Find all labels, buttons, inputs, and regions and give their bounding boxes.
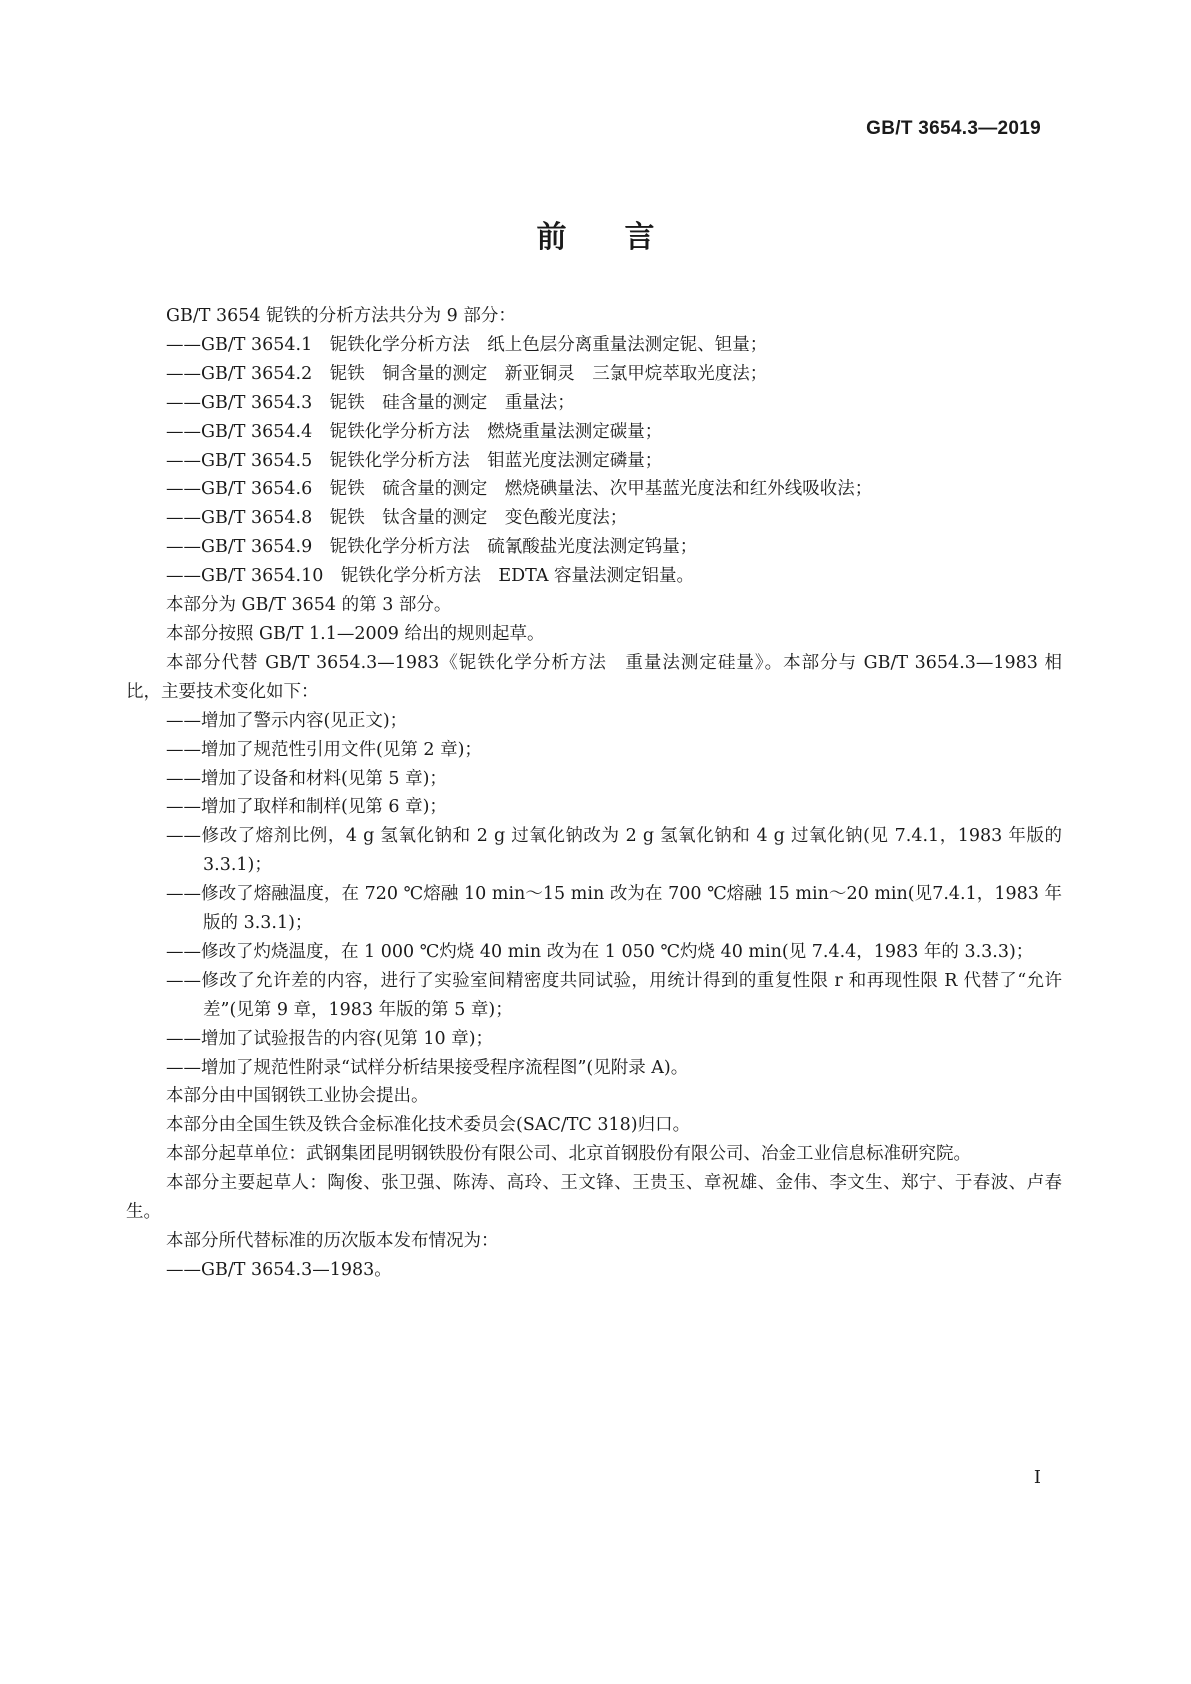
foreword-body (126, 302, 1062, 1285)
list-item: ——GB/T 3654.8 铌铁 钛含量的测定 变色酸光度法； (166, 508, 628, 529)
changes-list (126, 707, 1062, 1083)
list-item: ——GB/T 3654.6 铌铁 硫含量的测定 燃烧碘量法、次甲基蓝光度法和红外线吸收法； (166, 479, 873, 500)
list-item: ——增加了设备和材料(见第 5 章)； (166, 768, 447, 789)
history-intro-paragraph: 本部分所代替标准的历次版本发布情况为： (166, 1231, 499, 1251)
drafting-units-paragraph: 本部分起草单位：武钢集团昆明钢铁股份有限公司、北京首钢股份有限公司、冶金工业信息标准研究院。 (166, 1144, 971, 1165)
page-title: 前言 (536, 220, 713, 255)
proposed-by-paragraph: 本部分由中国钢铁工业协会提出。 (166, 1086, 429, 1107)
list-item: ——修改了灼烧温度，在 1 000 ℃灼烧 40 min 改为在 1 050 ℃灼烧 40 min(见 7.4.4，1983 年的 3.3.3)； (166, 941, 1034, 962)
intro-paragraph: GB/T 3654 铌铁的分析方法共分为 9 部分： (166, 306, 516, 326)
list-item: ——增加了取样和制样(见第 6 章)； (166, 797, 447, 818)
list-item: ——修改了允许差的内容，进行了实验室间精密度共同试验，用统计得到的重复性限 r 和再现性限 R 代替了“允许差”(见第 9 章，1983 年版的第 5 章)； (166, 970, 1062, 1020)
list-item: ——增加了试验报告的内容(见第 10 章)； (166, 1028, 494, 1049)
list-item: ——修改了熔剂比例，4 g 氢氧化钠和 2 g 过氧化钠改为 2 g 氢氧化钠和 4 g 过氧化钠(见 7.4.1，1983 年版的 3.3.1)； (166, 826, 1062, 876)
list-item: ——GB/T 3654.3 铌铁 硅含量的测定 重量法； (166, 392, 575, 413)
list-item: ——增加了警示内容(见正文)； (166, 710, 408, 731)
standard-code: GB/T 3654.3—2019 (866, 118, 1041, 139)
page-number: I (1033, 1467, 1041, 1488)
replaces-paragraph: 本部分代替 GB/T 3654.3—1983《铌铁化学分析方法 重量法测定硅量》。本部分与 GB/T 3654.3—1983 相比，主要技术变化如下： (126, 652, 1062, 702)
drafters-paragraph: 本部分主要起草人：陶俊、张卫强、陈涛、高玲、王文锋、王贵玉、章祝雄、金伟、李文生、郑宁、于春波、卢春生。 (126, 1173, 1062, 1223)
list-item: ——增加了规范性引用文件(见第 2 章)； (166, 739, 482, 760)
parts-list (126, 331, 1062, 591)
list-item: ——GB/T 3654.9 铌铁化学分析方法 硫氰酸盐光度法测定钨量； (166, 537, 698, 558)
part-of-paragraph: 本部分为 GB/T 3654 的第 3 部分。 (166, 595, 452, 616)
centralized-by-paragraph: 本部分由全国生铁及铁合金标准化技术委员会(SAC/TC 318)归口。 (166, 1115, 691, 1136)
list-item: ——GB/T 3654.3—1983。 (166, 1259, 392, 1280)
list-item: ——GB/T 3654.2 铌铁 铜含量的测定 新亚铜灵 三氯甲烷萃取光度法； (166, 363, 768, 384)
history-list (126, 1256, 1062, 1285)
list-item: ——GB/T 3654.1 铌铁化学分析方法 纸上色层分离重量法测定铌、钽量； (166, 334, 768, 355)
list-item: ——增加了规范性附录“试样分析结果接受程序流程图”(见附录 A)。 (166, 1057, 689, 1078)
list-item: ——GB/T 3654.4 铌铁化学分析方法 燃烧重量法测定碳量； (166, 421, 663, 442)
list-item: ——GB/T 3654.10 铌铁化学分析方法 EDTA 容量法测定铝量。 (166, 566, 695, 587)
list-item: ——GB/T 3654.5 铌铁化学分析方法 钼蓝光度法测定磷量； (166, 450, 663, 471)
drafting-rules-paragraph: 本部分按照 GB/T 1.1—2009 给出的规则起草。 (166, 623, 545, 644)
list-item: ——修改了熔融温度，在 720 ℃熔融 10 min～15 min 改为在 700 ℃熔融 15 min～20 min(见7.4.1，1983 年版的 3.3.1)； (166, 884, 1062, 934)
